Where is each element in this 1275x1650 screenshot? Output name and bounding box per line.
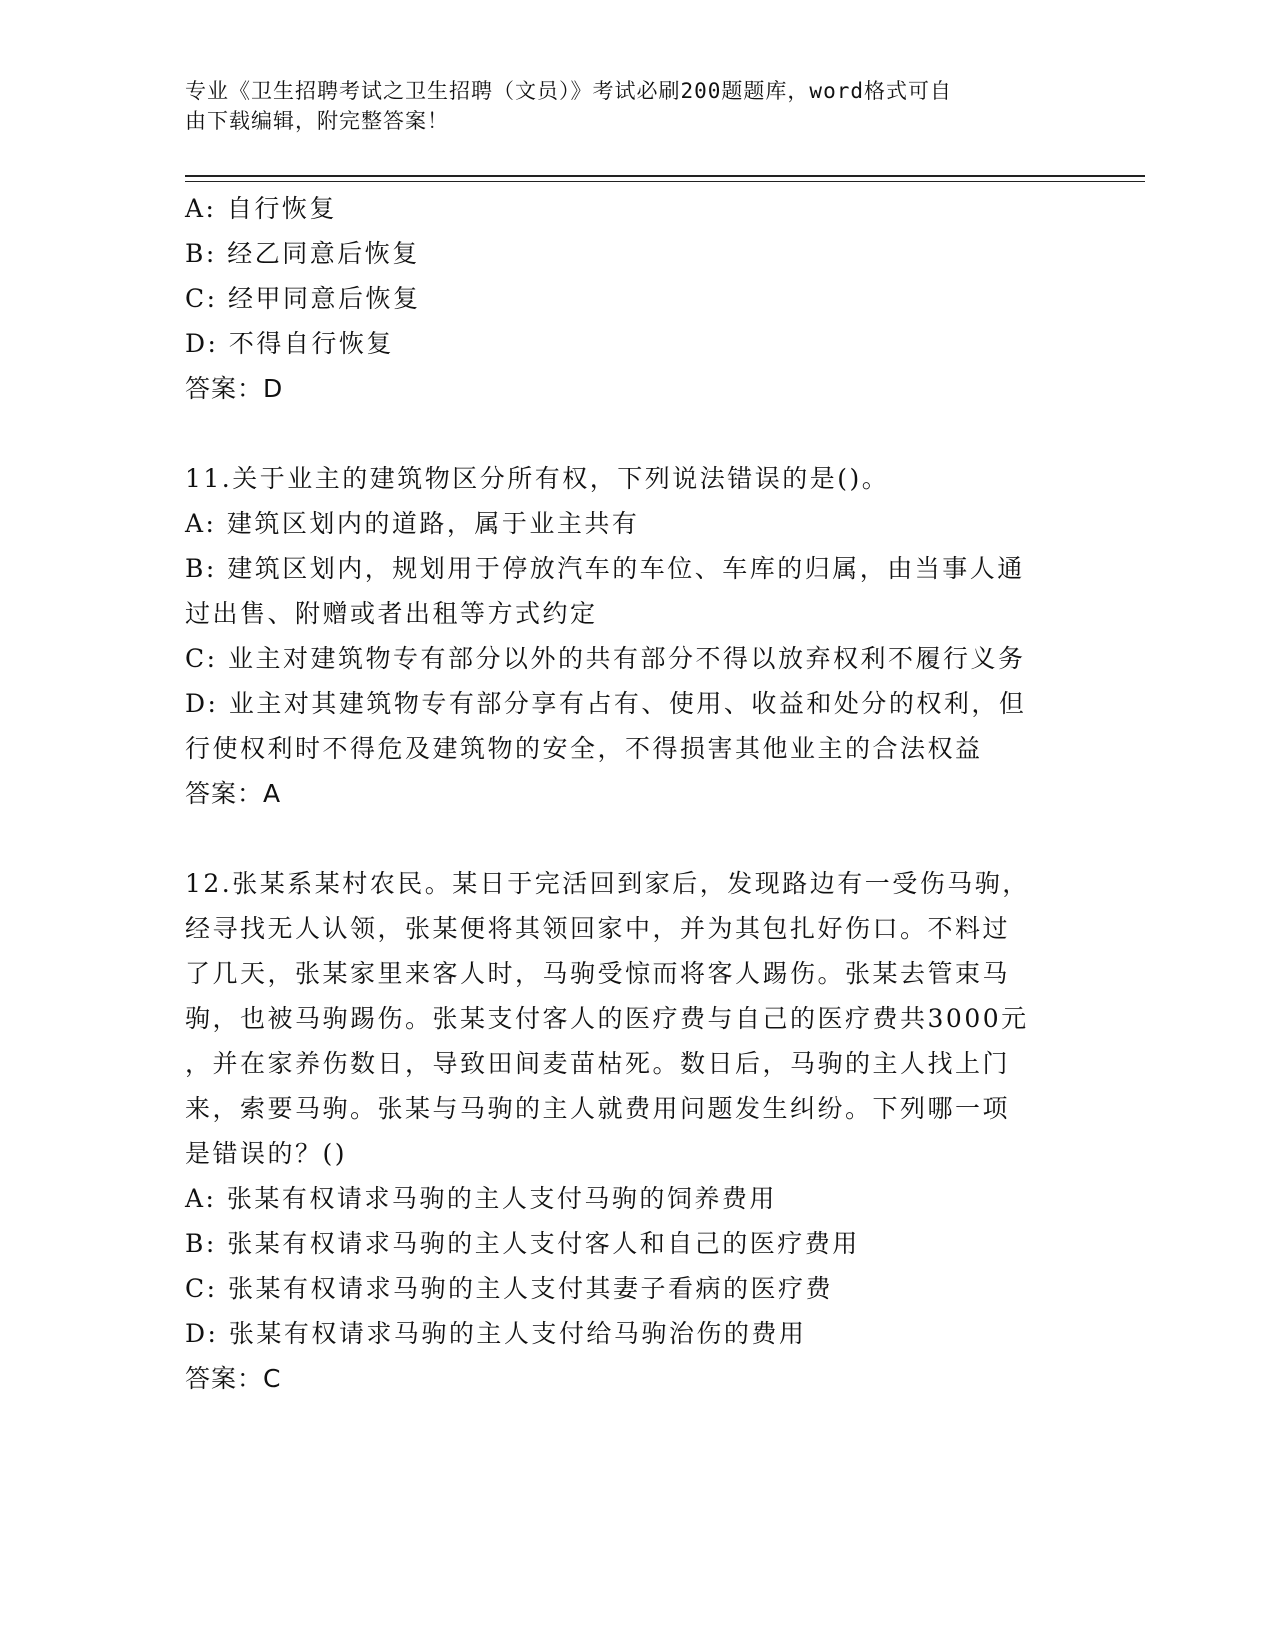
option-a: A: 张某有权请求马驹的主人支付马驹的饲养费用 (185, 1184, 777, 1213)
option-d-line-1: D: 业主对其建筑物专有部分享有占有、使用、收益和处分的权利，但 (185, 689, 1027, 718)
answer-line: 答案：D (185, 374, 284, 403)
option-d: D: 张某有权请求马驹的主人支付给马驹治伤的费用 (185, 1319, 807, 1348)
option-b-line-1: B: 建筑区划内，规划用于停放汽车的车位、车库的归属，由当事人通 (185, 554, 1025, 583)
option-d: D: 不得自行恢复 (185, 329, 394, 358)
option-b: B: 经乙同意后恢复 (185, 239, 420, 268)
option-c: C: 业主对建筑物专有部分以外的共有部分不得以放弃权利不履行义务 (185, 644, 1026, 673)
option-b-line-2: 过出售、附赠或者出租等方式约定 (185, 599, 598, 628)
option-a: A: 自行恢复 (185, 194, 337, 223)
document-header (185, 76, 1045, 136)
question-stem-line-6: 来，索要马驹。张某与马驹的主人就费用问题发生纠纷。下列哪一项 (185, 1094, 1011, 1123)
option-c: C: 张某有权请求马驹的主人支付其妻子看病的医疗费 (185, 1274, 834, 1303)
header-divider-thin (185, 181, 1145, 182)
question-stem-line-7: 是错误的？() (185, 1139, 348, 1168)
option-a: A: 建筑区划内的道路，属于业主共有 (185, 509, 640, 538)
answer-line: 答案：C (185, 1364, 282, 1393)
answer-line: 答案：A (185, 779, 282, 808)
document-body (185, 186, 1055, 1401)
option-d-line-2: 行使权利时不得危及建筑物的安全，不得损害其他业主的合法权益 (185, 734, 983, 763)
question-stem-line-4: 驹，也被马驹踢伤。张某支付客人的医疗费与自己的医疗费共3000元 (185, 1004, 1029, 1033)
question-spacer (185, 411, 1055, 456)
question-stem-line-5: ，并在家养伤数日，导致田间麦苗枯死。数日后，马驹的主人找上门 (185, 1049, 1011, 1078)
header-divider-thick (185, 175, 1145, 177)
option-c: C: 经甲同意后恢复 (185, 284, 421, 313)
question-spacer (185, 816, 1055, 861)
question-stem: 11.关于业主的建筑物区分所有权，下列说法错误的是()。 (185, 464, 890, 493)
question-stem-line-1: 12.张某系某村农民。某日于完活回到家后，发现路边有一受伤马驹， (185, 869, 1030, 898)
question-11 (185, 456, 1055, 816)
header-line-2: 由下载编辑，附完整答案！ (185, 109, 449, 133)
question-10 (185, 186, 1055, 411)
question-12 (185, 861, 1055, 1401)
question-stem-line-2: 经寻找无人认领，张某便将其领回家中，并为其包扎好伤口。不料过 (185, 914, 1011, 943)
header-line-1: 专业《卫生招聘考试之卫生招聘（文员）》考试必刷200题题库，word格式可自 (185, 79, 952, 103)
option-b: B: 张某有权请求马驹的主人支付客人和自己的医疗费用 (185, 1229, 860, 1258)
question-stem-line-3: 了几天，张某家里来客人时，马驹受惊而将客人踢伤。张某去管束马 (185, 959, 1011, 988)
